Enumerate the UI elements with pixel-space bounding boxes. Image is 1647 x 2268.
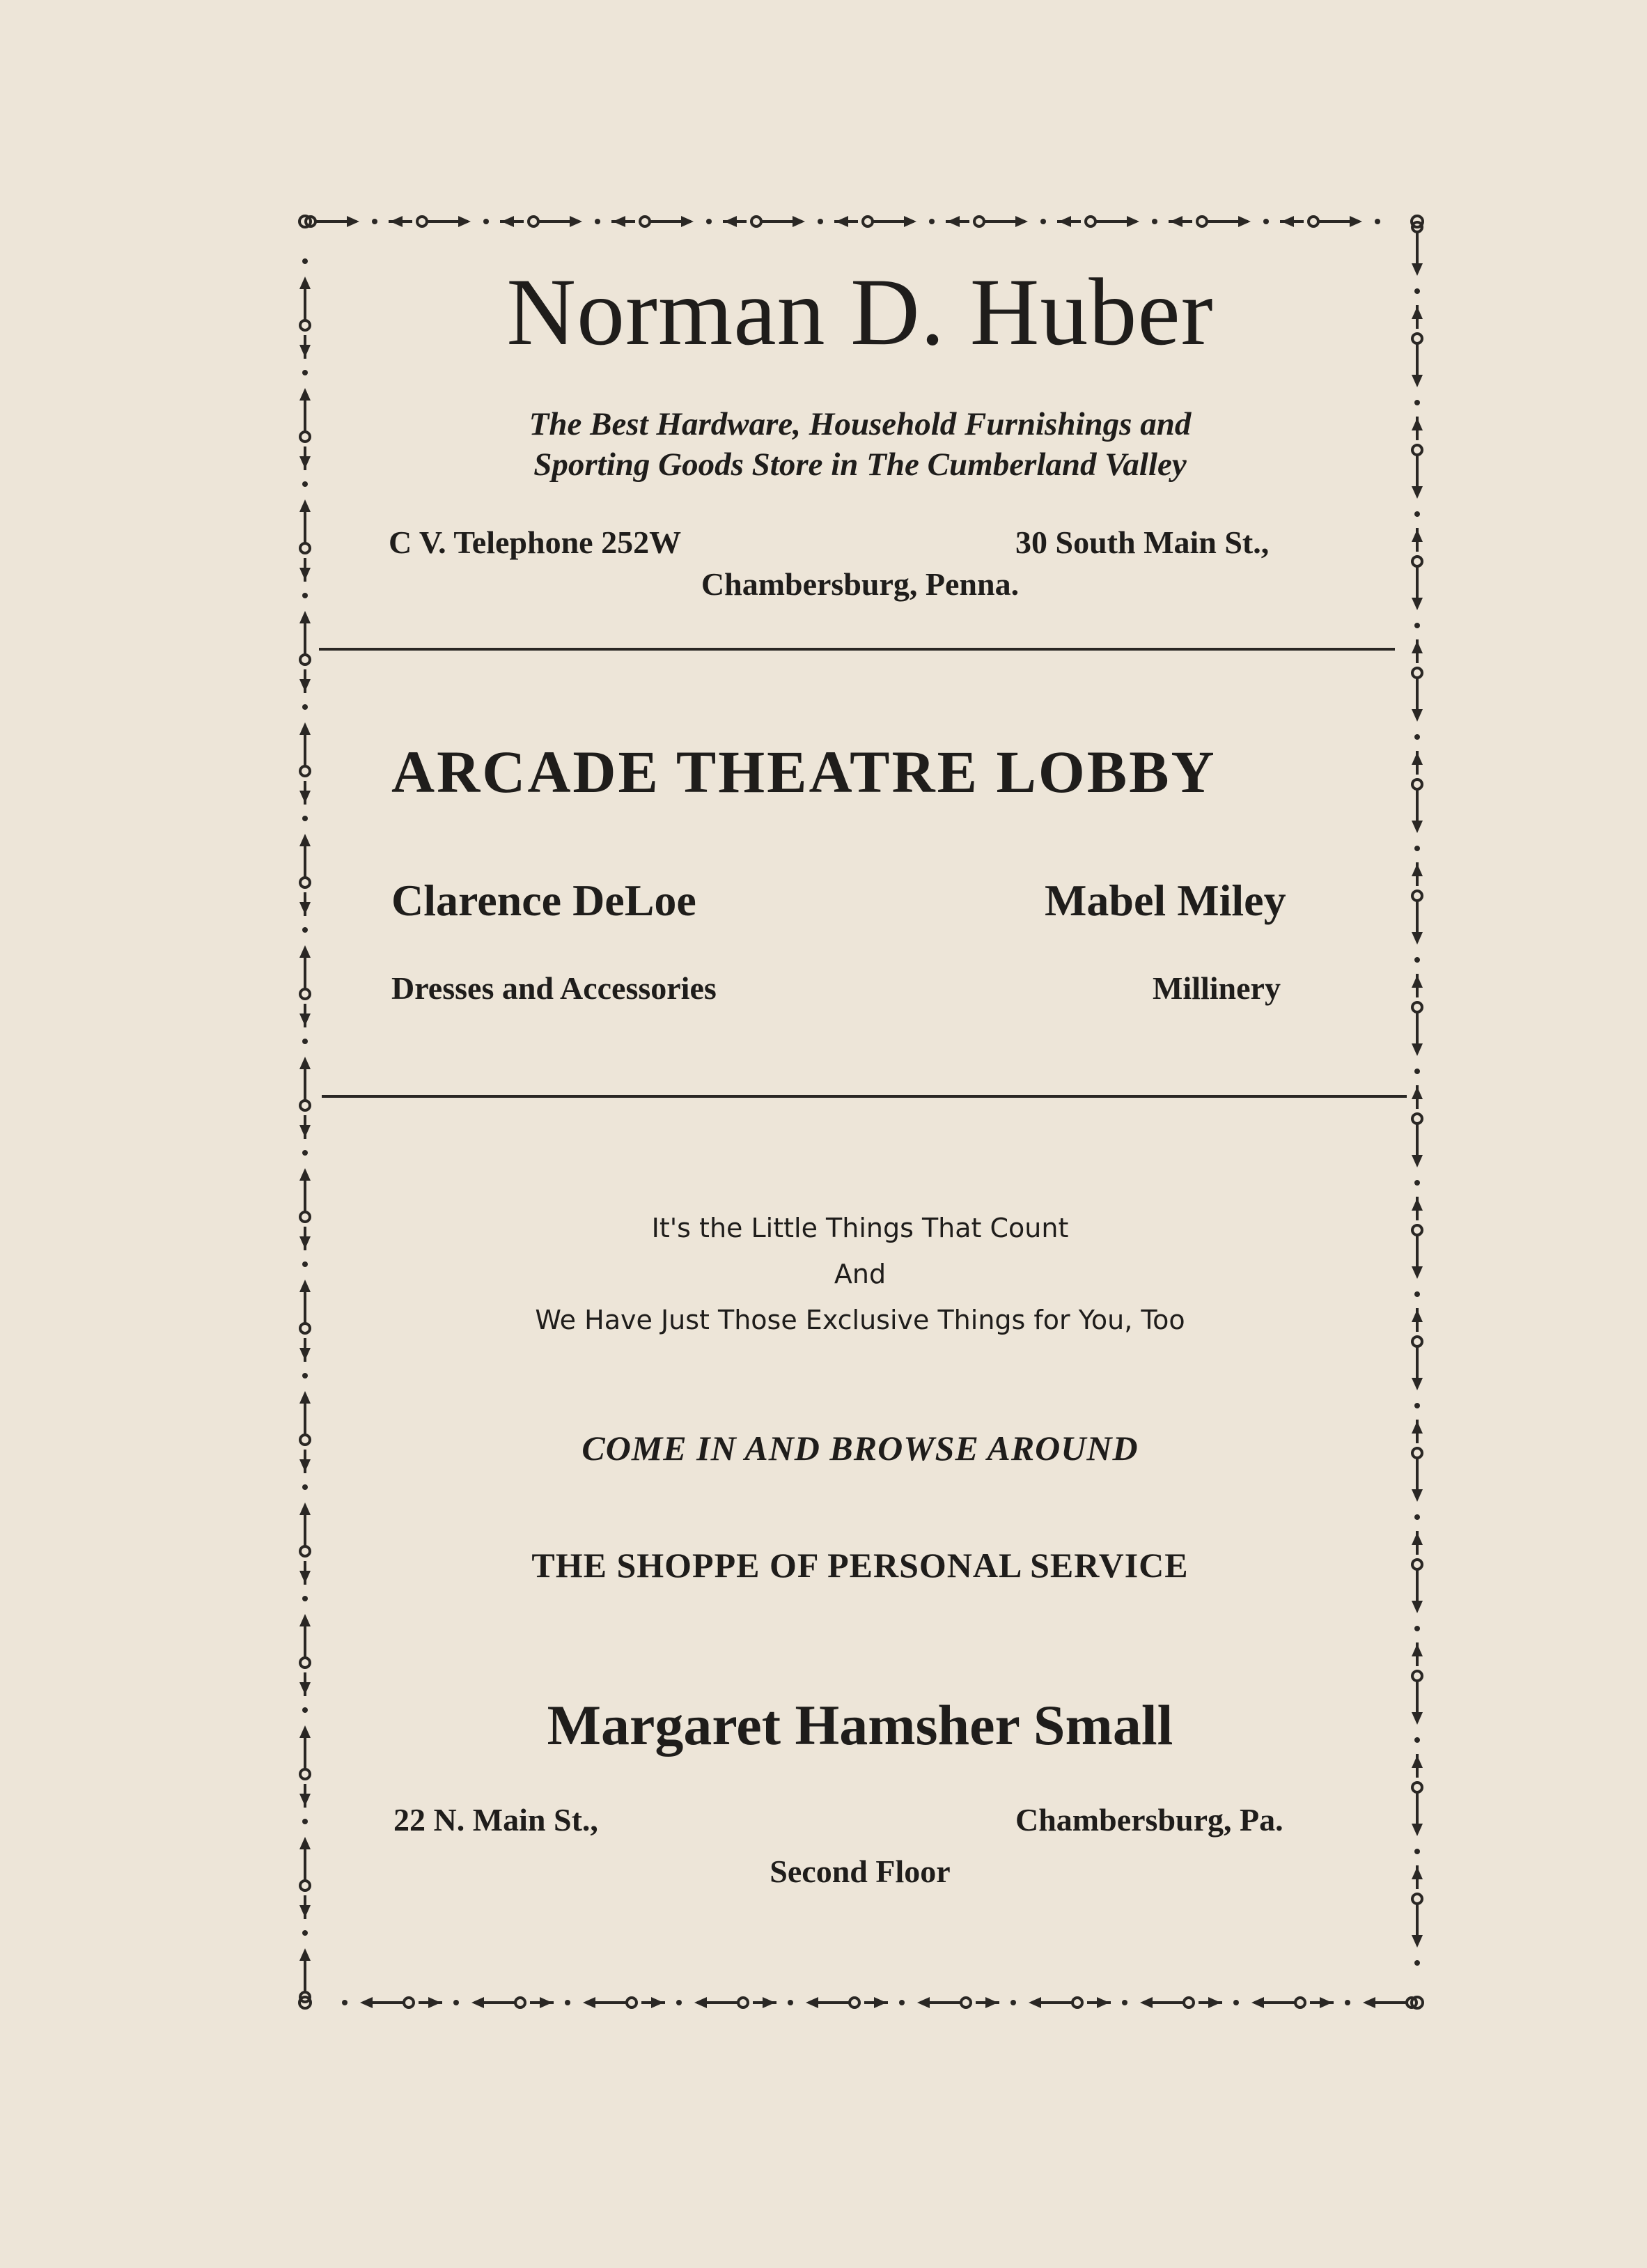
miley-name: Mabel Miley xyxy=(1045,876,1286,925)
deloe-name: Clarence DeLoe xyxy=(391,876,696,925)
little-things-line3: We Have Just Those Exclusive Things for You, Too xyxy=(535,1305,1185,1335)
small-address: 22 N. Main St., xyxy=(393,1802,598,1838)
huber-tagline xyxy=(320,404,1400,485)
section-divider-1 xyxy=(319,648,1395,651)
section-divider-2 xyxy=(322,1095,1407,1098)
huber-address: 30 South Main St., xyxy=(1015,525,1270,560)
deloe-description: Dresses and Accessories xyxy=(391,970,717,1006)
little-things-line2: And xyxy=(834,1259,887,1289)
huber-telephone: C V. Telephone 252W xyxy=(389,525,682,560)
shoppe-slogan: THE SHOPPE OF PERSONAL SERVICE xyxy=(531,1546,1189,1585)
browse-slogan: COME IN AND BROWSE AROUND xyxy=(581,1429,1139,1468)
little-things-line1: It's the Little Things That Count xyxy=(651,1213,1069,1243)
miley-description: Millinery xyxy=(1153,970,1281,1006)
huber-tagline-line1: The Best Hardware, Household Furnishings and xyxy=(529,406,1192,442)
huber-tagline-line2: Sporting Goods Store in The Cumberland Valley xyxy=(533,446,1187,483)
arcade-title: ARCADE THEATRE LOBBY xyxy=(391,738,1217,805)
huber-city: Chambersburg, Penna. xyxy=(701,566,1020,602)
small-city: Chambersburg, Pa. xyxy=(1015,1802,1283,1838)
little-things-text xyxy=(320,1205,1400,1343)
huber-store-name: Norman D. Huber xyxy=(506,258,1214,365)
small-floor: Second Floor xyxy=(770,1854,951,1889)
small-store-name: Margaret Hamsher Small xyxy=(547,1693,1173,1757)
